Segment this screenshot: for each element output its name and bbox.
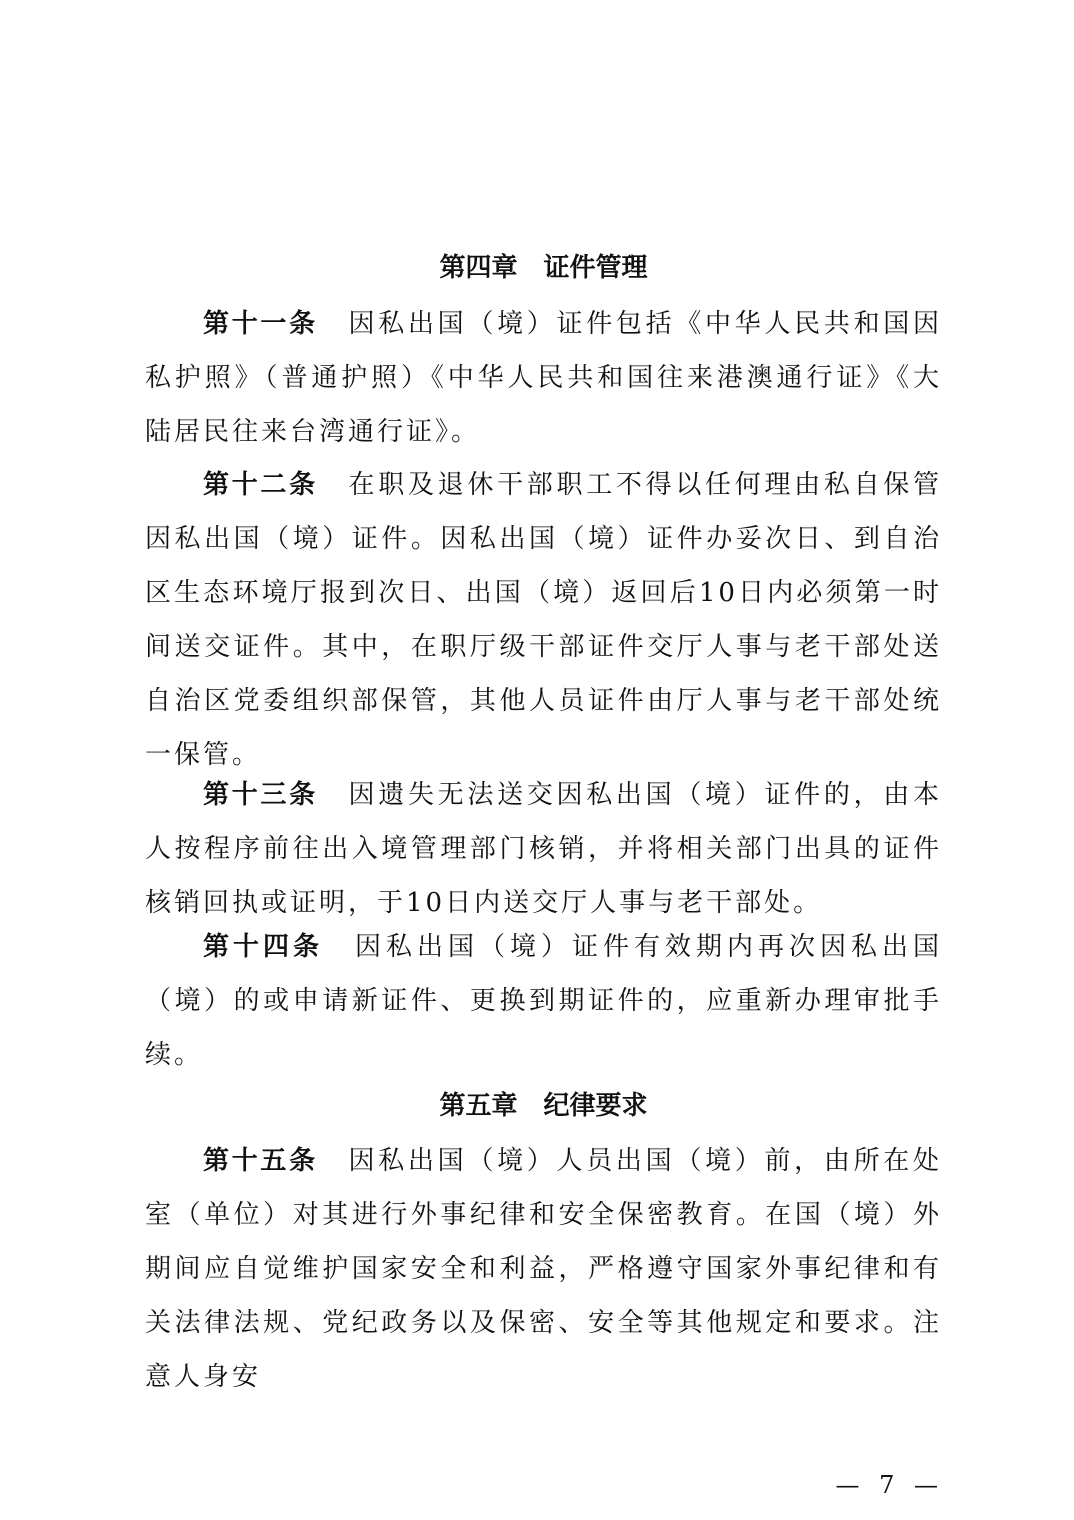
article-number: 第十二条	[203, 470, 318, 500]
article-number: 第十四条	[203, 932, 323, 962]
chapter-title: 纪律要求	[543, 1091, 648, 1121]
chapter-number: 第五章	[439, 1091, 518, 1121]
article-12	[145, 458, 942, 782]
article-number: 第十五条	[203, 1146, 318, 1176]
article-text: 在职及退休干部职工不得以任何理由私自保管因私出国（境）证件。因私出国（境）证件办妥次日、到自治区生态环境厅报到次日、出国（境）返回后10日内必须第一时间送交证件。其中，在职厅级干部证件交厅人事与老干部处送自治区党委组织部保管，其他人员证件由厅人事与老干部处统一保管。	[145, 470, 942, 770]
article-text: 因私出国（境）证件包括《中华人民共和国因私护照》（普通护照）《中华人民共和国往来港澳通行证》《大陆居民往来台湾通行证》。	[145, 309, 942, 447]
chapter-number: 第四章	[439, 253, 518, 283]
chapter-title: 证件管理	[543, 253, 648, 283]
article-13	[145, 768, 942, 930]
article-15	[145, 1134, 942, 1404]
article-14	[145, 920, 942, 1082]
chapter-5-heading	[145, 1090, 942, 1122]
article-11	[145, 297, 942, 459]
article-number: 第十一条	[203, 309, 318, 339]
page-number: — 7 —	[835, 1471, 944, 1499]
article-text: 因私出国（境）证件有效期内再次因私出国（境）的或申请新证件、更换到期证件的，应重新办理审批手续。	[145, 932, 942, 1070]
article-text: 因私出国（境）人员出国（境）前，由所在处室（单位）对其进行外事纪律和安全保密教育。在国（境）外期间应自觉维护国家安全和利益，严格遵守国家外事纪律和有关法律法规、党纪政务以及保密、安全等其他规定和要求。注意人身安	[145, 1146, 942, 1392]
chapter-4-heading	[145, 252, 942, 284]
article-text: 因遗失无法送交因私出国（境）证件的，由本人按程序前往出入境管理部门核销，并将相关部门出具的证件核销回执或证明，于10日内送交厅人事与老干部处。	[145, 780, 942, 918]
article-number: 第十三条	[203, 780, 318, 810]
